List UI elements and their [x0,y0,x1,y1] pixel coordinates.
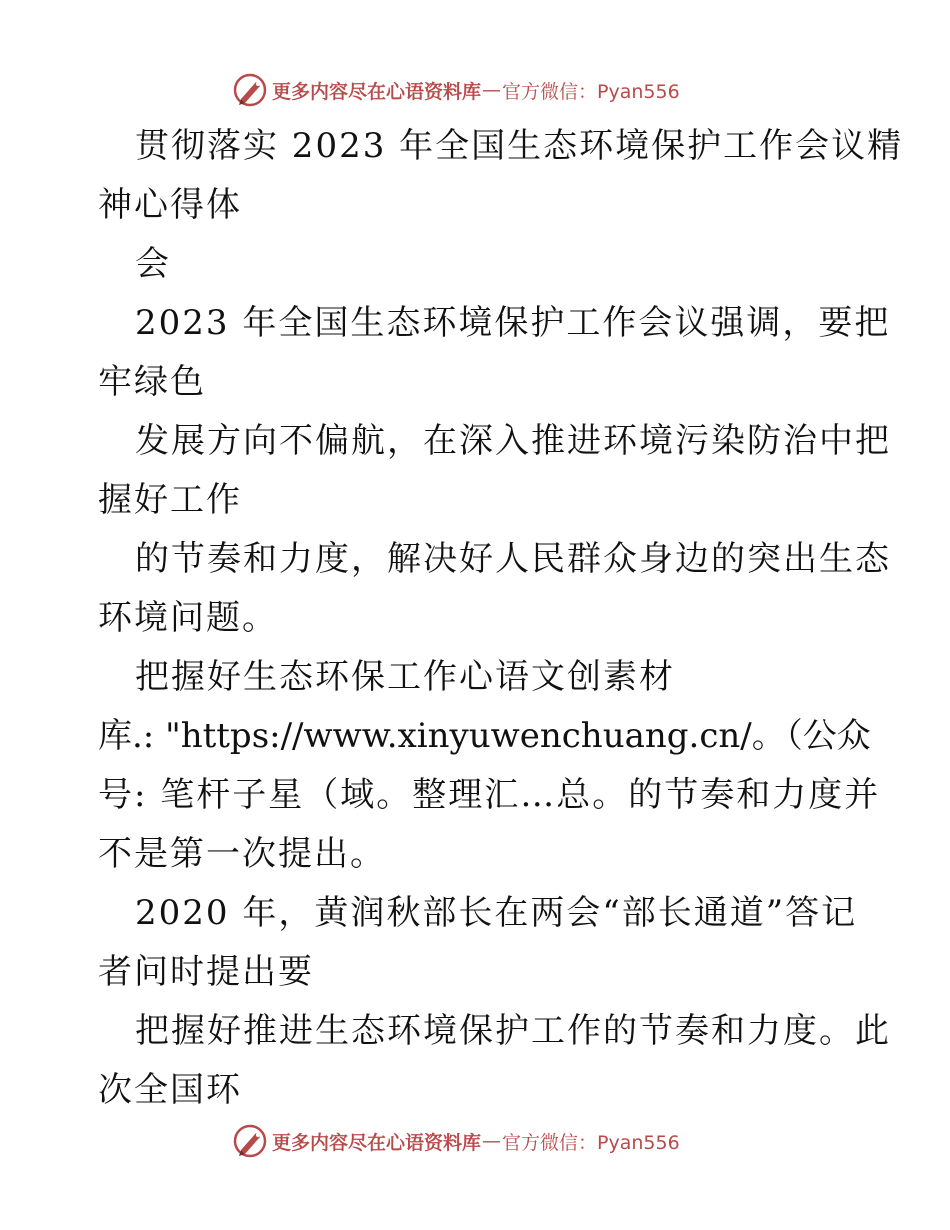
text-line: 握好工作 [98,480,242,520]
text-line: 2020 年，黄润秋部长在两会“部长通道”答记 [135,893,858,933]
text-line: 不是第一次提出。 [98,834,386,874]
text-line: 神心得体 [98,185,242,225]
watermark-separator: — [482,79,502,101]
watermark-text: 更多内容尽在心语资料库 [272,80,482,103]
pen-logo-icon [232,72,268,108]
text-line: 贯彻落实 2023 年全国生态环境保护工作会议精 [135,126,904,166]
header-watermark [232,70,680,110]
text-line: 把握好推进生态环境保护工作的节奏和力度。此 [135,1011,891,1051]
text-line: 把握好生态环保工作心语文创素材 [135,657,675,697]
watermark-wechat: 官方微信：Pyan556 [502,80,680,103]
text-line: 环境问题。 [98,598,278,638]
text-line: 者问时提出要 [98,952,314,992]
text-line: 号: 笔杆子星（域。整理汇…总。的节奏和力度并 [98,775,881,815]
text-line: 库.: "https://www.xinyuwenchuang.cn/。（公众 [98,716,871,756]
pen-logo-icon [232,1123,268,1159]
text-line: 次全国环 [98,1070,242,1110]
watermark-text: 更多内容尽在心语资料库 [272,1131,482,1154]
watermark-wechat: 官方微信：Pyan556 [502,1131,680,1154]
watermark-separator: — [482,1130,502,1152]
text-line: 牢绿色 [98,362,206,402]
text-line: 会 [135,244,171,284]
text-line: 的节奏和力度，解决好人民群众身边的突出生态 [135,539,891,579]
text-line: 发展方向不偏航，在深入推进环境污染防治中把 [135,421,891,461]
text-line: 2023 年全国生态环境保护工作会议强调，要把 [135,303,891,343]
footer-watermark [232,1121,680,1161]
